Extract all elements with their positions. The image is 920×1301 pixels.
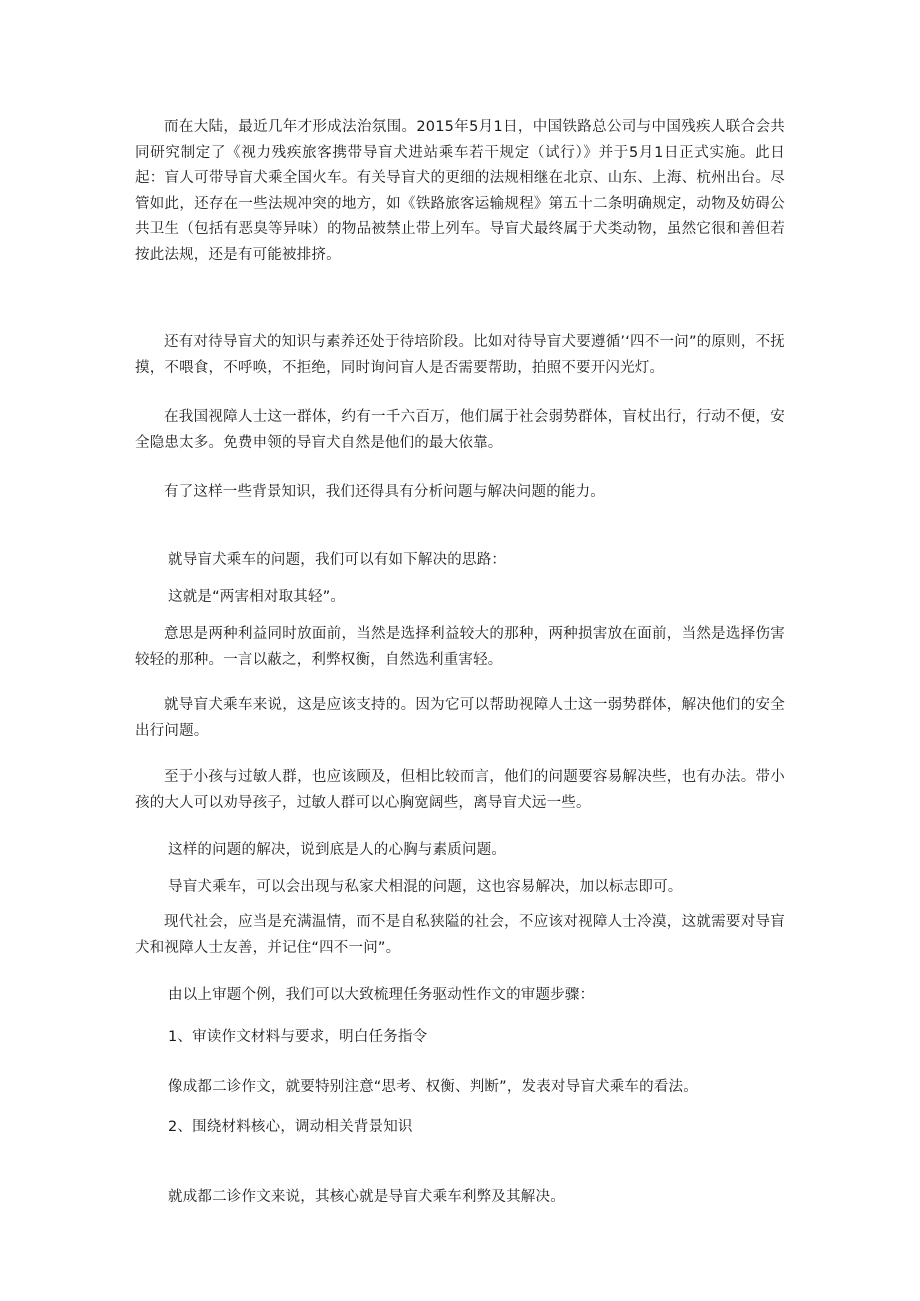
paragraph-modern-society: 现代社会，应当是充满温情，而不是自私狭隘的社会，不应该对视障人士冷漠，这就需要对导盲犬和视障人士友善，并记住“四不一问”。 — [135, 914, 785, 956]
paragraph-lesser-evil: 这就是“两害相对取其轻”。 — [168, 589, 346, 605]
paragraph-meaning: 意思是两种利益同时放面前，当然是选择利益较大的那种，两种损害放在面前，当然是选择伤害较轻的那种。一言以蔽之，利弊权衡，自然选利重害轻。 — [135, 626, 785, 668]
paragraph-step-1-detail: 像成都二诊作文，就要特别注意“思考、权衡、判断”，发表对导盲犬乘车的看法。 — [168, 1079, 698, 1095]
paragraph-steps-intro: 由以上审题个例，我们可以大致梳理任务驱动性作文的审题步骤： — [168, 987, 595, 1003]
step-1-heading: 1、审读作文材料与要求，明白任务指令 — [168, 1029, 428, 1045]
paragraph-support: 就导盲犬乘车来说，这是应该支持的。因为它可以帮助视障人士这一弱势群体，解决他们的安全出行问题。 — [135, 697, 785, 739]
paragraph-background-knowledge: 有了这样一些背景知识，我们还得具有分析问题与解决问题的能力。 — [164, 484, 605, 500]
paragraph-visually-impaired-group: 在我国视障人士这一群体，约有一千六百万，他们属于社会弱势群体，盲杖出行，行动不便，安全隐患太多。免费申领的导盲犬自然是他们的最大依靠。 — [135, 409, 785, 451]
step-2-heading: 2、围绕材料核心，调动相关背景知识 — [168, 1119, 413, 1135]
paragraph-etiquette: 还有对待导盲犬的知识与素养还处于待培阶段。比如对待导盲犬要遵循’‘四不一问”的原则，不抚摸，不喂食，不呼唤，不拒绝，同时询问盲人是否需要帮助，拍照不要开闪光灯。 — [135, 334, 785, 376]
paragraph-step-2-detail: 就成都二诊作文来说，其核心就是导盲犬乘车利弊及其解决。 — [168, 1189, 565, 1205]
paragraph-legal-background: 而在大陆，最近几年才形成法治氛围。2015年5月1日，中国铁路总公司与中国残疾人联合会共同研究制定了《视力残疾旅客携带导盲犬进站乘车若干规定（试行）》并于5月1日正式实施。此日起：盲人可带导盲犬乘全国火车。有关导盲犬的更细的法规相继在北京、山东、上海、杭州出台。尽管如此，还存在一些法规冲突的地方，如《铁路旅客运输规程》第五十二条明确规定，动物及妨碍公共卫生（包括有恶臭等异味）的物品被禁止带上列车。导盲犬最终属于犬类动物，虽然它很和善但若按此法规，还是有可能被排挤。 — [135, 119, 785, 263]
paragraph-pet-dog-confusion: 导盲犬乘车，可以会出现与私家犬相混的问题，这也容易解决，加以标志即可。 — [168, 879, 683, 895]
paragraph-solution-intro: 就导盲犬乘车的问题，我们可以有如下解决的思路： — [168, 552, 507, 568]
paragraph-children-allergy: 至于小孩与过敏人群，也应该顾及，但相比较而言，他们的问题要容易解决些，也有办法。带小孩的大人可以劝导孩子，过敏人群可以心胸宽阔些，离导盲犬远一些。 — [135, 769, 785, 811]
paragraph-mind-quality: 这样的问题的解决，说到底是人的心胸与素质问题。 — [168, 842, 507, 858]
